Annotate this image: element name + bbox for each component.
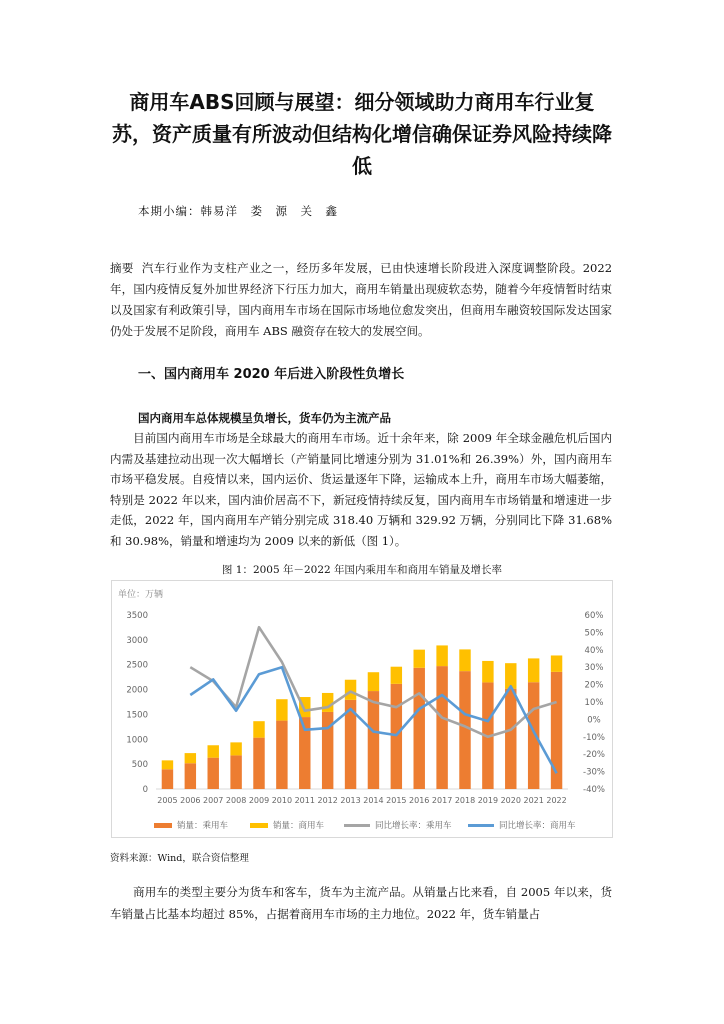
bar-passenger-sales xyxy=(459,671,470,789)
x-tick-label: 2017 xyxy=(431,796,453,805)
y-left-tick-label: 500 xyxy=(131,760,148,771)
x-tick-label: 2009 xyxy=(248,796,270,805)
bar-passenger-sales xyxy=(414,668,425,789)
legend-label: 同比增长率：乘用车 xyxy=(375,821,452,831)
y-right-tick-label: 50% xyxy=(584,628,604,639)
y-left-tick-label: 3500 xyxy=(126,611,148,621)
legend-swatch xyxy=(344,824,370,827)
sales-chart xyxy=(111,580,613,838)
subheading: 国内商用车总体规模呈负增长，货车仍为主流产品 xyxy=(138,411,391,425)
x-tick-label: 2018 xyxy=(454,796,476,805)
bar-commercial-sales xyxy=(345,680,356,700)
x-tick-label: 2012 xyxy=(317,796,338,805)
x-tick-label: 2008 xyxy=(225,796,247,805)
x-tick-label: 2021 xyxy=(523,796,544,805)
bar-passenger-sales xyxy=(391,684,402,789)
y-left-tick-label: 1000 xyxy=(126,735,148,746)
bar-commercial-sales xyxy=(414,650,425,668)
bar-commercial-sales xyxy=(551,655,562,671)
x-tick-label: 2015 xyxy=(386,796,407,805)
y-right-tick-label: 60% xyxy=(584,611,604,621)
legend-swatch xyxy=(154,823,172,828)
bar-commercial-sales xyxy=(276,699,287,720)
y-left-tick-label: 3000 xyxy=(126,635,148,646)
abstract-label: 摘要 xyxy=(110,261,134,275)
y-right-tick-label: 20% xyxy=(584,680,604,691)
x-tick-label: 2010 xyxy=(271,796,293,805)
legend-label: 销量：乘用车 xyxy=(177,821,229,831)
y-right-tick-label: -10% xyxy=(583,732,605,743)
article-title: 商用车ABS回顾与展望：细分领域助力商用车行业复苏，资产质量有所波动但结构化增信确保证券风险持续降低 xyxy=(112,90,612,178)
bar-commercial-sales xyxy=(436,645,447,666)
bar-passenger-sales xyxy=(528,682,539,789)
chart-source: 资料来源：Wind，联合资信整理 xyxy=(110,853,249,864)
x-tick-label: 2016 xyxy=(409,796,430,805)
x-tick-label: 2013 xyxy=(340,796,361,805)
y-left-tick-label: 1500 xyxy=(126,710,148,721)
bar-commercial-sales xyxy=(459,649,470,671)
body-paragraph-text: 目前国内商用车市场是全球最大的商用车市场。近十余年来，除 2009 年全球金融危机后国内内需及基建拉动出现一次大幅增长（产销量同比增速分别为 31.01%和 26.39%）外，国内商用车市场平稳发展。自疫情以来，国内运价、货运量逐年下降，运输成本上升，商用车市场大幅萎缩，特别是 2022 年以来，国内油价居高不下，新冠疫情持续反复，国内商用车市场销量和增速进一步走低，2022 年，国内商用车产销分别完成 318.40 万辆和 329.92 万辆，分别同比下降 31.68%和 30.98%，销量和增速均为 2009 以来的新低（图 1）。 xyxy=(110,431,612,548)
bar-commercial-sales xyxy=(528,658,539,682)
legend-item-passenger-growth xyxy=(344,819,452,831)
chart-svg xyxy=(112,581,612,837)
bar-passenger-sales xyxy=(276,721,287,789)
x-tick-label: 2020 xyxy=(500,796,521,805)
legend-label: 同比增长率：商用车 xyxy=(499,821,576,831)
legend-item-commercial-sales xyxy=(250,819,324,831)
abstract xyxy=(110,258,612,342)
legend-swatch xyxy=(468,824,494,827)
bar-passenger-sales xyxy=(368,691,379,789)
bar-passenger-sales xyxy=(505,689,516,789)
x-tick-label: 2007 xyxy=(203,796,224,805)
chart-legend xyxy=(112,819,612,833)
figure-caption: 图 1：2005 年－2022 年国内乘用车和商用车销量及增长率 xyxy=(221,564,503,576)
y-right-tick-label: -30% xyxy=(583,767,605,778)
editors-line: 本期小编：韩易洋 娄 源 关 鑫 xyxy=(138,204,338,218)
section-heading: 一、国内商用车 2020 年后进入阶段性负增长 xyxy=(138,367,405,382)
bar-commercial-sales xyxy=(482,661,493,682)
legend-swatch xyxy=(250,823,268,828)
bar-passenger-sales xyxy=(185,763,196,789)
y-right-tick-label: 0% xyxy=(587,715,601,726)
bar-passenger-sales xyxy=(208,758,219,789)
x-tick-label: 2006 xyxy=(180,796,201,805)
bar-passenger-sales xyxy=(230,755,241,789)
legend-label: 销量：商用车 xyxy=(273,821,325,831)
bar-commercial-sales xyxy=(253,721,264,737)
abstract-text: 汽车行业作为支柱产业之一，经历多年发展，已由快速增长阶段进入深度调整阶段。2022 年，国内疫情反复外加世界经济下行压力加大，商用车销量出现疲软态势，随着今年疫情暂时结束以及国家有利政策引导，国内商用车市场在国际市场地位愈发突出，但商用车融资较国际发达国家仍处于发展不足阶段，商用车 ABS 融资存在较大的发展空间。 xyxy=(110,261,613,338)
y-right-tick-label: 40% xyxy=(584,645,604,656)
bar-commercial-sales xyxy=(368,672,379,691)
y-right-tick-label: -40% xyxy=(583,785,605,795)
bar-commercial-sales xyxy=(185,753,196,763)
bar-commercial-sales xyxy=(230,742,241,755)
x-tick-label: 2011 xyxy=(294,796,315,805)
y-left-tick-label: 0 xyxy=(142,785,148,795)
bar-commercial-sales xyxy=(162,760,173,769)
y-right-tick-label: -20% xyxy=(583,750,605,761)
bar-passenger-sales xyxy=(436,666,447,789)
body-paragraph-2-text: 商用车的类型主要分为货车和客车，货车为主流产品。从销量占比来看，自 2005 年以来，货车销量占比基本均超过 85%，占据着商用车市场的主力地位。2022 年，货车销量占 xyxy=(110,885,612,921)
legend-item-passenger-sales xyxy=(154,819,228,831)
bar-passenger-sales xyxy=(162,769,173,789)
body-paragraph-2 xyxy=(110,881,612,925)
y-left-tick-label: 2500 xyxy=(126,660,148,671)
y-right-tick-label: 10% xyxy=(584,698,604,708)
y-right-tick-label: 30% xyxy=(584,663,604,674)
bar-passenger-sales xyxy=(253,738,264,789)
bar-commercial-sales xyxy=(208,745,219,757)
body-paragraph xyxy=(110,428,612,552)
legend-item-commercial-growth xyxy=(468,819,576,831)
x-tick-label: 2022 xyxy=(546,796,567,805)
x-tick-label: 2019 xyxy=(477,796,499,805)
x-tick-label: 2005 xyxy=(157,796,178,805)
bar-commercial-sales xyxy=(391,667,402,684)
y-left-tick-label: 2000 xyxy=(126,685,148,696)
chart-unit-label: 单位：万辆 xyxy=(118,590,164,600)
x-tick-label: 2014 xyxy=(363,796,384,805)
bar-commercial-sales xyxy=(505,663,516,689)
